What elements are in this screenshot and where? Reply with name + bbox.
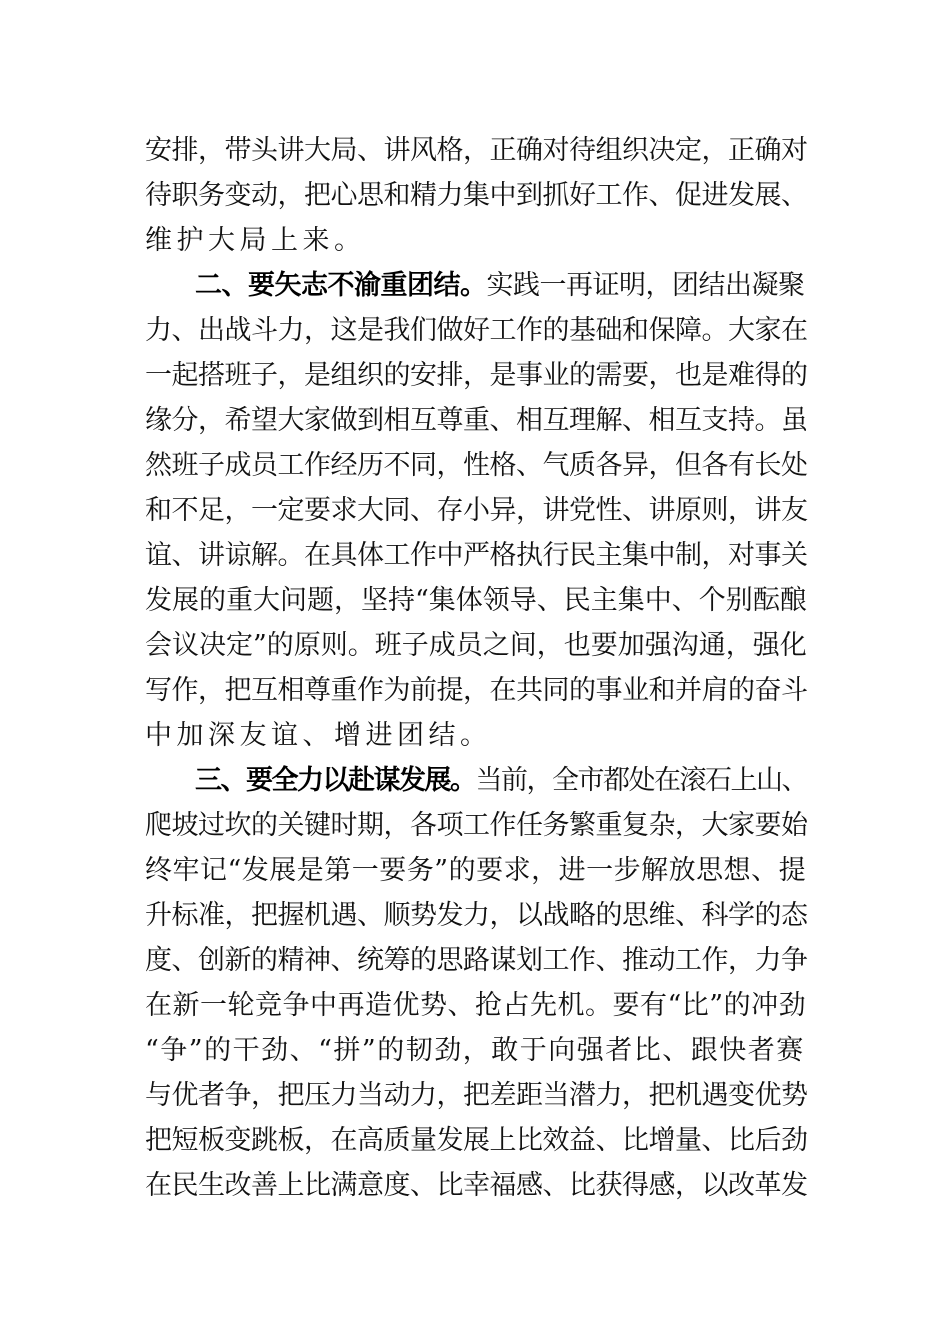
text-line: 写作，把互相尊重作为前提，在共同的事业和并肩的奋斗 (145, 675, 808, 706)
text-line: 与优者争，把压力当动力，把差距当潜力，把机遇变优势 (145, 1080, 808, 1111)
text-line: 安排，带头讲大局、讲风格，正确对待组织决定，正确对 (145, 135, 808, 166)
section-heading: 三、要全力以赴谋发展。 (195, 765, 476, 796)
text-line: 在新一轮竞争中再造优势、抢占先机。要有“比”的冲劲 (145, 990, 807, 1021)
text-line: 和不足，一定要求大同、存小异，讲党性、讲原则，讲友 (145, 495, 808, 526)
paragraph-first-line (195, 763, 807, 799)
text-line: 维护大局上来。 (145, 225, 366, 256)
text-line: “争”的干劲、“拼”的韧劲，敢于向强者比、跟快者赛 (145, 1035, 805, 1066)
text-line: 中加深友谊、增进团结。 (145, 720, 492, 751)
section-heading: 二、要矢志不渝重团结。 (195, 270, 487, 301)
text-line: 终牢记“发展是第一要务”的要求，进一步解放思想、提 (145, 855, 807, 886)
text-line: 待职务变动，把心思和精力集中到抓好工作、促进发展、 (145, 180, 808, 211)
text-line: 在民生改善上比满意度、比幸福感、比获得感，以改革发 (145, 1170, 808, 1201)
text-line: 谊、讲谅解。在具体工作中严格执行民主集中制，对事关 (145, 540, 808, 571)
text-line: 升标准，把握机遇、顺势发力，以战略的思维、科学的态 (145, 900, 808, 931)
paragraph-first-line (195, 268, 805, 304)
text-line: 把短板变跳板，在高质量发展上比效益、比增量、比后劲 (145, 1125, 808, 1156)
text-line: 缘分，希望大家做到相互尊重、相互理解、相互支持。虽 (145, 405, 808, 436)
text-line: 发展的重大问题，坚持“集体领导、民主集中、个别酝酿 (145, 585, 807, 616)
text-line: 然班子成员工作经历不同，性格、气质各异，但各有长处 (145, 450, 808, 481)
text-line: 度、创新的精神、统筹的思路谋划工作、推动工作，力争 (145, 945, 808, 976)
text-run: 实践一再证明，团结出凝聚 (486, 270, 805, 301)
text-line: 一起搭班子，是组织的安排，是事业的需要，也是难得的 (145, 360, 808, 391)
text-line: 会议决定”的原则。班子成员之间，也要加强沟通，强化 (145, 630, 807, 661)
text-run: 当前，全市都处在滚石上山、 (475, 765, 807, 796)
text-line: 力、出战斗力，这是我们做好工作的基础和保障。大家在 (145, 315, 808, 346)
text-line: 爬坡过坎的关键时期，各项工作任务繁重复杂，大家要始 (145, 810, 808, 841)
